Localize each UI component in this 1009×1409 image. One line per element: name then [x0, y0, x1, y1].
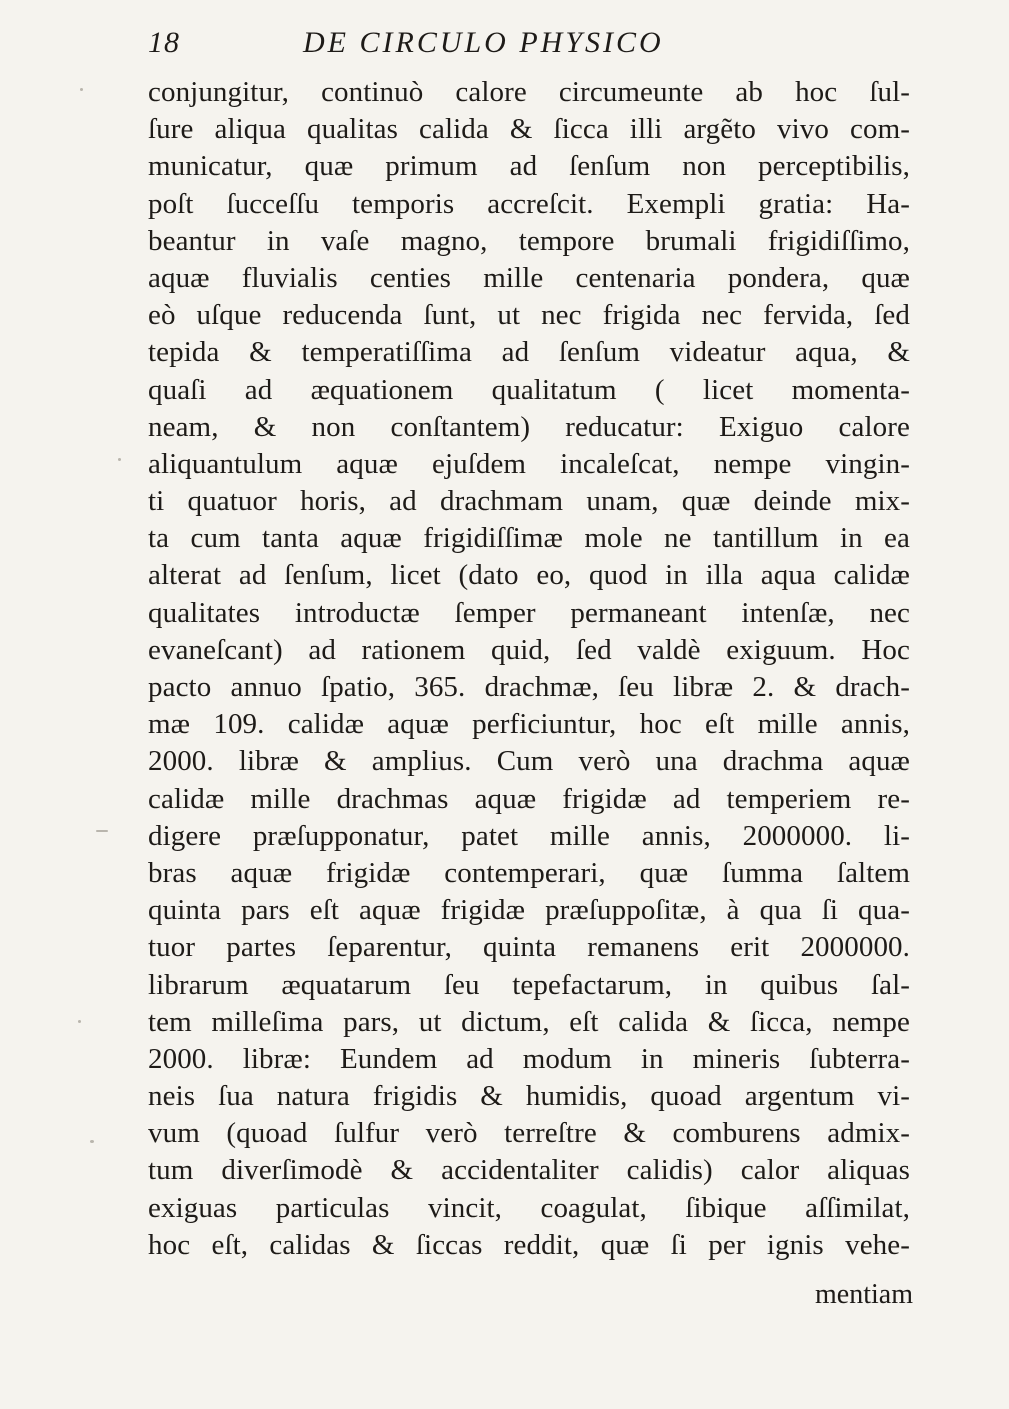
text-line: poſt ſucceſſu temporis accreſcit. Exempli gratia: Ha-: [148, 187, 910, 220]
margin-speck: [96, 830, 108, 832]
text-line: quaſi ad æquationem qualitatum ( licet momenta-: [148, 373, 910, 406]
text-line: tum diverſimodè & accidentaliter calidis) calor aliquas: [148, 1154, 910, 1187]
text-line: digere præſupponatur, patet mille annis, 2000000. li-: [148, 819, 910, 852]
margin-speck: [90, 1140, 94, 1143]
text-line: eò uſque reducenda ſunt, ut nec frigida nec fervida, ſed: [148, 299, 910, 332]
margin-speck: [78, 1020, 81, 1023]
text-line: ta cum tanta aquæ frigidiſſimæ mole ne tantillum in ea: [148, 522, 910, 555]
text-line: exiguas particulas vincit, coagulat, ſibique aſſimilat,: [148, 1191, 910, 1224]
text-line: 2000. libræ: Eundem ad modum in mineris ſubterra-: [148, 1042, 910, 1075]
text-line: aliquantulum aquæ ejuſdem incaleſcat, nempe vingin-: [148, 447, 910, 480]
text-line: 2000. libræ & amplius. Cum verò una drachma aquæ: [148, 745, 910, 778]
text-line: tuor partes ſeparentur, quinta remanens erit 2000000.: [148, 931, 910, 964]
text-line: evaneſcant) ad rationem quid, ſed valdè exiguum. Hoc: [148, 633, 910, 666]
text-line: ſure aliqua qualitas calida & ſicca illi argẽto vivo com-: [148, 113, 910, 146]
text-line: mæ 109. calidæ aquæ perficiuntur, hoc eſt mille annis,: [148, 708, 910, 741]
text-line: quinta pars eſt aquæ frigidæ præſuppoſitæ, à qua ſi qua-: [148, 894, 910, 927]
text-line: conjungitur, continuò calore circumeunte ab hoc ſul-: [148, 76, 910, 108]
text-line: municatur, quæ primum ad ſenſum non perceptibilis,: [148, 150, 910, 183]
running-head: DE CIRCULO PHYSICO: [303, 26, 664, 59]
text-line: tepida & temperatiſſima ad ſenſum videatur aqua, &: [148, 336, 910, 369]
text-line: vum (quoad ſulfur verò terreſtre & comburens admix-: [148, 1117, 910, 1150]
margin-speck: [118, 458, 121, 461]
text-line: pacto annuo ſpatio, 365. drachmæ, ſeu libræ 2. & drach-: [148, 671, 910, 703]
text-line: ti quatuor horis, ad drachmam unam, quæ deinde mix-: [148, 485, 910, 518]
text-line: qualitates introductæ ſemper permaneant intenſæ, nec: [148, 596, 910, 629]
text-line: bras aquæ frigidæ contemperari, quæ ſumma ſaltem: [148, 856, 910, 889]
margin-speck: [80, 88, 83, 91]
page-header: [148, 24, 788, 64]
body-text: [148, 74, 910, 1264]
page-number: 18: [148, 26, 180, 59]
text-line: tem milleſima pars, ut dictum, eſt calida & ſicca, nempe: [148, 1005, 910, 1038]
text-line: librarum æquatarum ſeu tepefactarum, in quibus ſal-: [148, 968, 910, 1001]
catchword: mentiam: [815, 1279, 913, 1310]
text-line: beantur in vaſe magno, tempore brumali frigidiſſimo,: [148, 224, 910, 257]
text-line: calidæ mille drachmas aquæ frigidæ ad temperiem re-: [148, 782, 910, 815]
text-line: alterat ad ſenſum, licet (dato eo, quod in illa aqua calidæ: [148, 559, 910, 592]
text-line: neis ſua natura frigidis & humidis, quoad argentum vi-: [148, 1080, 910, 1113]
text-line: aquæ fluvialis centies mille centenaria pondera, quæ: [148, 261, 910, 294]
text-line: neam, & non conſtantem) reducatur: Exiguo calore: [148, 410, 910, 443]
text-line: hoc eſt, calidas & ſiccas reddit, quæ ſi per ignis vehe-: [148, 1228, 910, 1261]
